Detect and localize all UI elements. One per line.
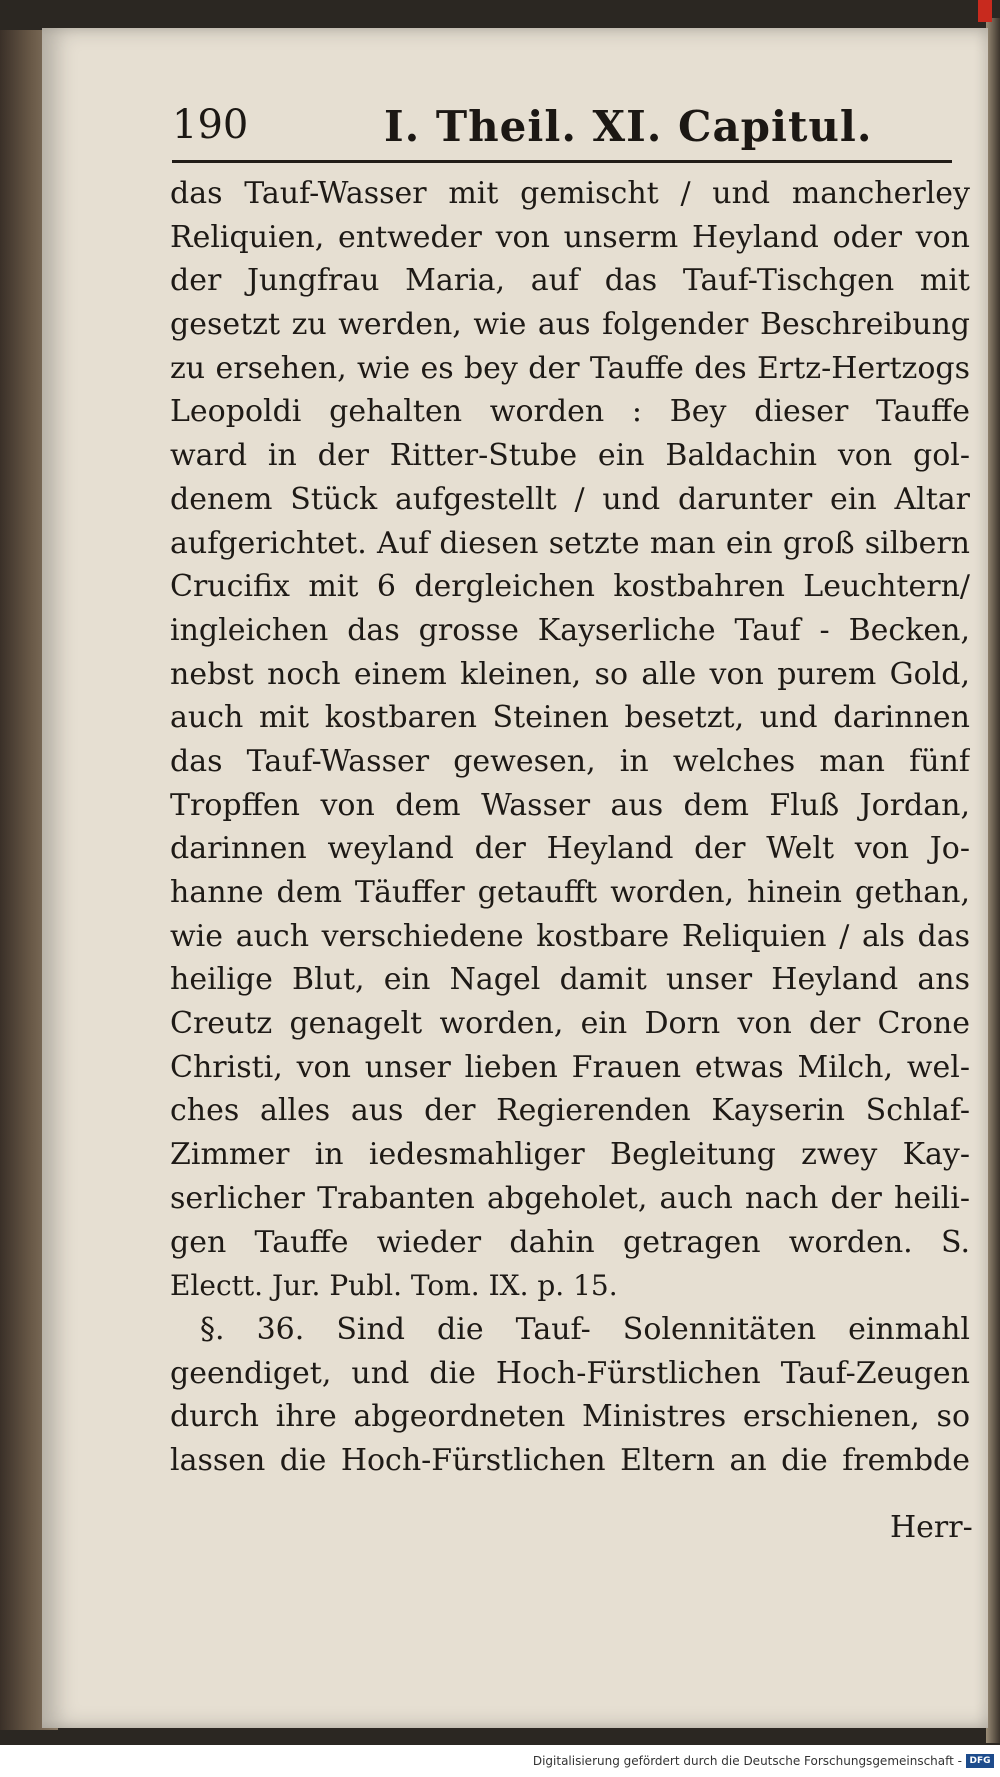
citation-line: Electt. Jur. Publ. Tom. IX. p. 15. — [170, 1269, 618, 1303]
text-line: Tropffen von dem Wasser aus dem Fluß Jordan, — [170, 787, 970, 823]
text-line: Leopoldi gehalten worden : Bey dieser Tauffe — [170, 394, 970, 430]
page-number: 190 — [172, 102, 249, 148]
running-title: I. Theil. XI. Capitul. — [384, 102, 873, 151]
text-line: serlicher Trabanten abgeholet, auch nach der heili- — [170, 1180, 970, 1216]
text-line: geendiget, und die Hoch-Fürstlichen Tauf-Zeugen — [170, 1355, 970, 1391]
text-line: gesetzt zu werden, wie aus folgender Beschreibung — [170, 307, 970, 343]
text-line: darinnen weyland der Heyland der Welt von Jo- — [170, 831, 970, 867]
text-line: ches alles aus der Regierenden Kayserin Schlaf- — [170, 1093, 970, 1129]
text-line: Creutz genagelt worden, ein Dorn von der Crone — [170, 1006, 970, 1042]
text-line: das Tauf-Wasser mit gemischt / und mancherley — [170, 176, 970, 211]
header-rule — [172, 160, 952, 163]
text-line: auch mit kostbaren Steinen besetzt, und darinnen — [170, 700, 970, 736]
section-start-line: §. 36. Sind die Tauf- Solennitäten einmahl — [200, 1311, 970, 1347]
text-line: denem Stück aufgestellt / und darunter ein Altar — [170, 481, 970, 517]
text-line: Christi, von unser lieben Frauen etwas Milch, wel- — [170, 1049, 970, 1085]
text-line: Zimmer in iedesmahliger Begleitung zwey Kay- — [170, 1137, 970, 1173]
text-line: lassen die Hoch-Fürstlichen Eltern an die frembde — [170, 1442, 970, 1478]
footer-credit: Digitalisierung gefördert durch die Deutsche Forschungsgemeinschaft - — [532, 1754, 962, 1768]
text-line: zu ersehen, wie es bey der Tauffe des Ertz-Hertzogs — [170, 350, 970, 386]
dfg-logo: DFG — [966, 1754, 994, 1768]
color-marker — [978, 0, 992, 22]
text-line: wie auch verschiedene kostbare Reliquien / als das — [170, 918, 970, 954]
text-line: Crucifix mit 6 dergleichen kostbahren Leuchtern/ — [170, 569, 970, 605]
text-line: hanne dem Täuffer getaufft worden, hinein gethan, — [170, 875, 970, 910]
text-line: heilige Blut, ein Nagel damit unser Heyland ans — [170, 962, 970, 998]
text-line: ward in der Ritter-Stube ein Baldachin von gol- — [170, 438, 970, 474]
text-line: aufgerichtet. Auf diesen setzte man ein groß silbern — [170, 525, 970, 561]
text-line: durch ihre abgeordneten Ministres erschienen, so — [170, 1399, 970, 1435]
text-line: der Jungfrau Maria, auf das Tauf-Tischgen mit — [170, 263, 970, 299]
text-line: das Tauf-Wasser gewesen, in welches man fünf — [170, 743, 970, 779]
text-line: Reliquien, entweder von unserm Heyland oder von — [170, 219, 970, 255]
page-header — [172, 102, 952, 166]
digitization-footer — [0, 1745, 1000, 1777]
text-line: nebst noch einem kleinen, so alle von purem Gold, — [170, 656, 970, 692]
catchword: Herr- — [890, 1510, 973, 1545]
text-line: gen Tauffe wieder dahin getragen worden. S. — [170, 1224, 970, 1260]
page-fore-edge — [986, 18, 1000, 1743]
body-text — [170, 172, 970, 1483]
text-line: ingleichen das grosse Kayserliche Tauf - Becken, — [170, 612, 970, 648]
